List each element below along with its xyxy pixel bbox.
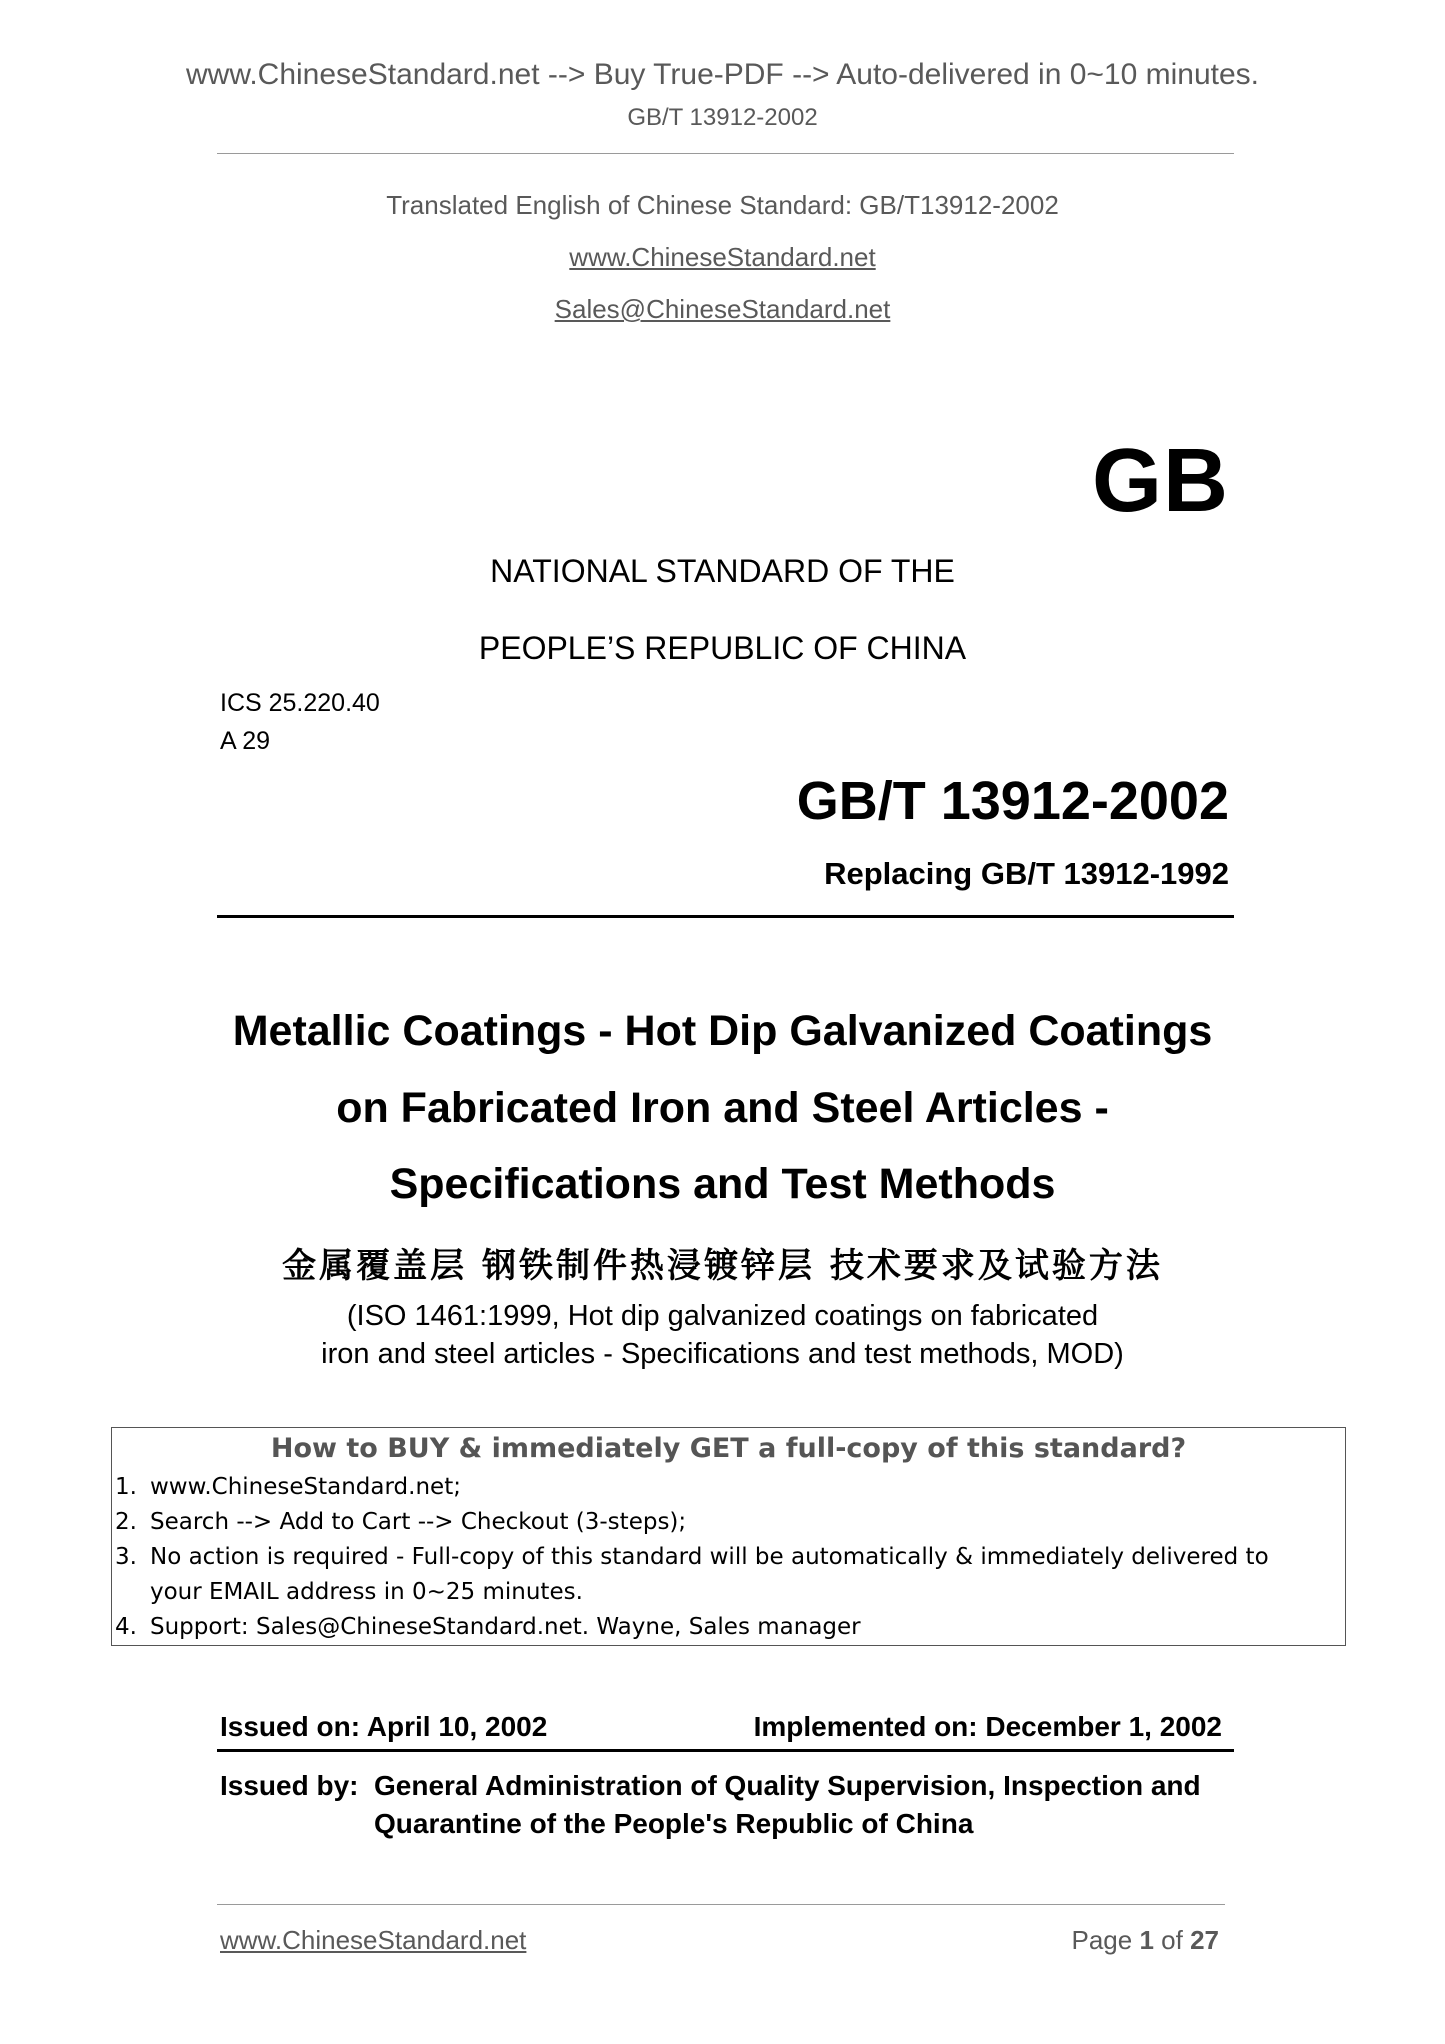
site-link[interactable]: www.ChineseStandard.net [569,242,876,272]
header-banner: www.ChineseStandard.net --> Buy True-PDF --> Auto-delivered in 0~10 minutes. [185,58,1260,91]
page-current: 1 [1139,1925,1154,1955]
iso-reference-line-2: iron and steel articles - Specifications and test methods, MOD) [321,1338,1124,1370]
title-line-3: Specifications and Test Methods [389,1160,1056,1208]
issued-by-label: Issued by: [220,1770,359,1801]
issued-by-line-2: Quarantine of the People's Republic of China [374,1808,974,1839]
buy-step-text: Support: Sales@ChineseStandard.net. Wayne, Sales manager [150,1614,861,1640]
implemented-on-date: Implemented on: December 1, 2002 [753,1711,1222,1742]
title-divider [217,915,1234,918]
page-total: 27 [1190,1925,1219,1955]
page-indicator [1071,1925,1219,1956]
issued-on-date: Issued on: April 10, 2002 [220,1711,548,1742]
title-line-2: on Fabricated Iron and Steel Articles - [336,1084,1109,1132]
buy-step-1 [115,1474,461,1500]
header-divider [217,153,1234,154]
buy-step-text: Search --> Add to Cart --> Checkout (3-steps); [150,1509,687,1535]
buy-box-heading: How to BUY & immediately GET a full-copy of this standard? [270,1433,1187,1464]
buy-step-3-continued: your EMAIL address in 0~25 minutes. [150,1579,583,1605]
national-standard-line-2: PEOPLE’S REPUBLIC OF CHINA [478,630,967,666]
buy-step-number: 4. [115,1614,137,1640]
issued-by-line-1: General Administration of Quality Supervision, Inspection and [374,1770,1201,1801]
buy-step-4 [115,1614,861,1640]
title-line-1: Metallic Coatings - Hot Dip Galvanized Coatings [232,1007,1213,1055]
footer-divider [217,1904,1225,1905]
buy-instructions-box [111,1427,1346,1646]
gb-logo: GB [1092,431,1229,531]
standard-number: GB/T 13912-2002 [796,771,1229,831]
buy-step-text: www.ChineseStandard.net; [150,1474,461,1500]
chinese-title: 金属覆盖层 钢铁制件热浸镀锌层 技术要求及试验方法 [282,1246,1163,1286]
page-of: of [1161,1925,1183,1955]
page-label: Page [1071,1925,1133,1955]
sales-email-link[interactable]: Sales@ChineseStandard.net [554,294,891,324]
replacing-standard: Replacing GB/T 13912-1992 [824,856,1229,891]
footer-site-link[interactable]: www.ChineseStandard.net [220,1925,527,1955]
ccs-code: A 29 [220,727,271,755]
buy-step-text: No action is required - Full-copy of this standard will be automatically & immediately delivered to [150,1544,1269,1570]
buy-step-3 [115,1544,1269,1570]
national-standard-line-1: NATIONAL STANDARD OF THE [490,553,955,589]
buy-step-2 [115,1509,686,1535]
issue-divider [217,1749,1234,1752]
buy-step-number: 1. [115,1474,137,1500]
buy-step-number: 3. [115,1544,137,1570]
ics-code: ICS 25.220.40 [220,689,380,717]
header-standard-code: GB/T 13912-2002 [627,104,818,131]
translated-line: Translated English of Chinese Standard: GB/T13912-2002 [386,190,1059,220]
iso-reference-line-1: (ISO 1461:1999, Hot dip galvanized coatings on fabricated [346,1300,1099,1332]
buy-step-number: 2. [115,1509,137,1535]
